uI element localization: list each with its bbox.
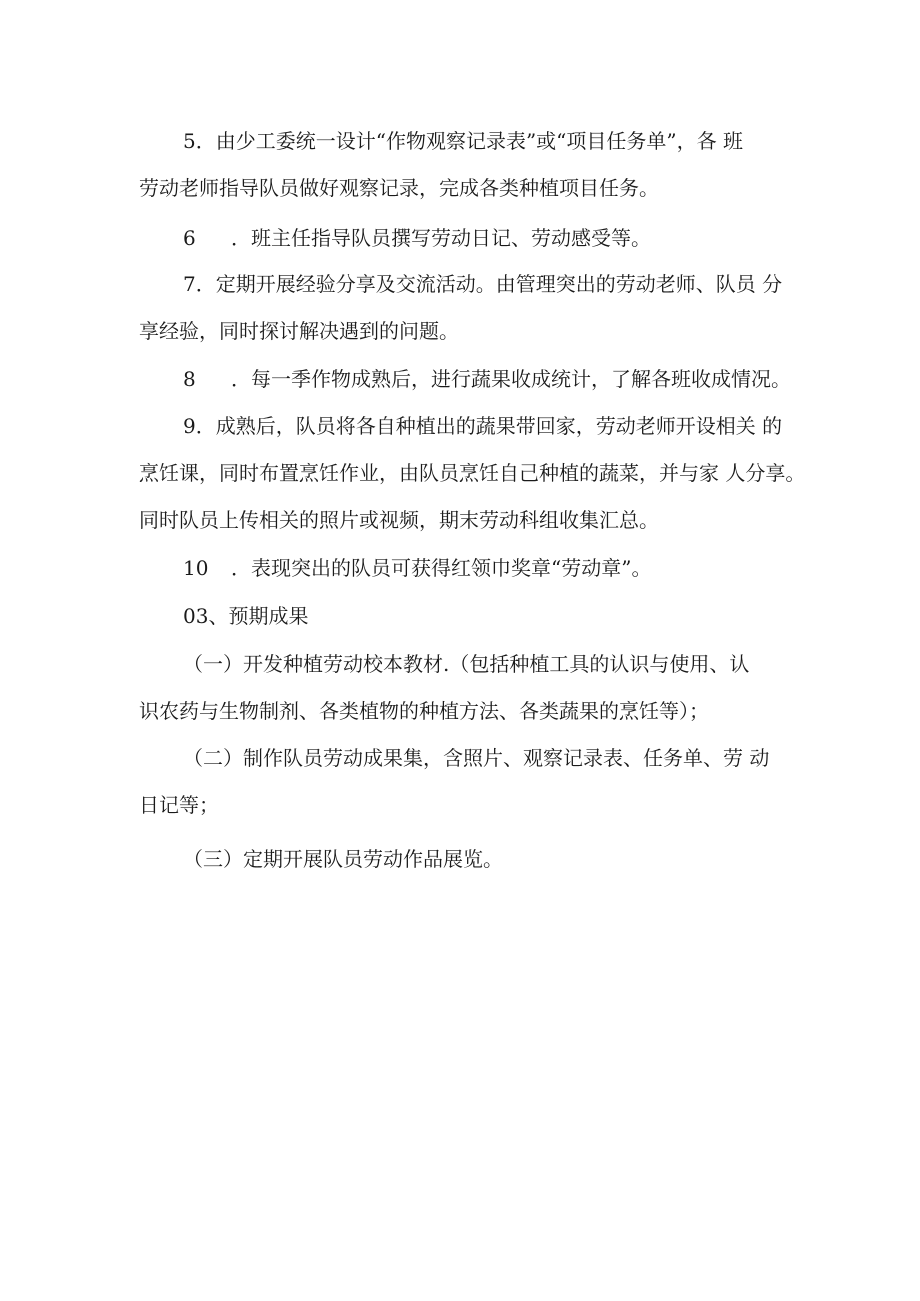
item-6-line-1 [183,225,651,251]
item-5-line-1 [183,128,743,154]
item-5-line-2: 劳动老师指导队员做好观察记录，完成各类种植项目任务。 [139,176,659,200]
outcome-2-line-1: （二）制作队员劳动成果集，含照片、观察记录表、任务单、劳 动 [183,746,770,770]
outcome-3-line-1: （三）定期开展队员劳动作品展览。 [183,847,503,871]
item-number: 9 [183,414,196,438]
item-number: 10 [183,556,209,580]
item-10-line-1 [183,555,651,581]
item-number: 7 [183,272,196,296]
outcome-1-line-1: （一）开发种植劳动校本教材.（包括种植工具的认识与使用、认 [183,652,750,676]
section-heading: 03、预期成果 [183,604,309,628]
item-text: ．班主任指导队员撰写劳动日记、劳动感受等。 [231,226,651,250]
item-9-line-3: 同时队员上传相关的照片或视频，期末劳动科组收集汇总。 [139,508,659,532]
item-text: ．表现突出的队员可获得红领巾奖章“劳动章”。 [231,556,652,580]
item-8-line-1 [183,366,791,392]
item-text: ．定期开展经验分享及交流活动。由管理突出的劳动老师、队员 分 [195,272,783,296]
item-number: 5 [183,129,196,153]
item-text: ．每一季作物成熟后，进行蔬果收成统计，了解各班收成情况。 [231,367,791,391]
item-text: ．由少工委统一设计“作物观察记录表”或“项目任务单”，各 班 [195,129,743,153]
item-9-line-2: 烹饪课，同时布置烹饪作业，由队员烹饪自己种植的蔬菜，并与家 人分享。 [139,461,806,485]
item-7-line-2: 享经验，同时探讨解决遇到的问题。 [139,319,459,343]
outcome-2-line-2: 日记等； [139,793,219,817]
item-text: ．成熟后，队员将各自种植出的蔬果带回家，劳动老师开设相关 的 [195,414,783,438]
item-number: 6 [183,226,196,250]
outcome-1-line-2: 识农药与生物制剂、各类植物的种植方法、各类蔬果的烹饪等）； [139,699,709,723]
item-7-line-1 [183,271,782,297]
item-9-line-1 [183,413,782,439]
item-number: 8 [183,367,196,391]
